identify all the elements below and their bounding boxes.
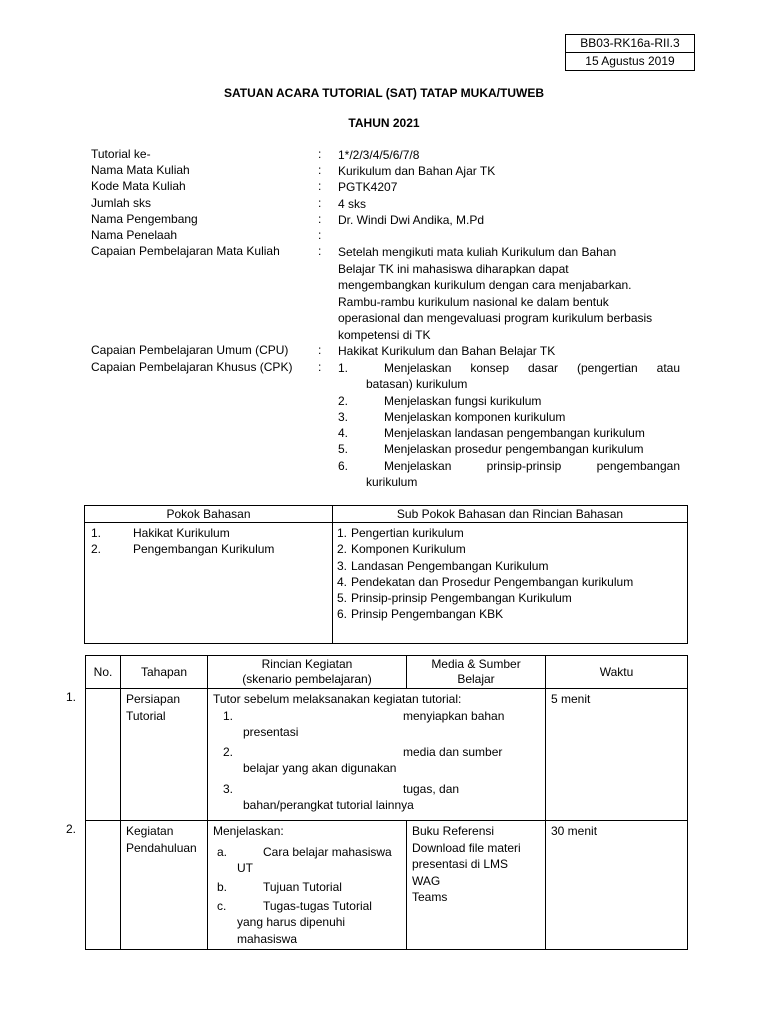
sks-value: 4 sks <box>338 197 367 211</box>
column-header: Pokok Bahasan <box>85 506 333 523</box>
colon: : <box>318 228 322 242</box>
pengembang-value: Dr. Windi Dwi Andika, M.Pd <box>338 213 485 227</box>
list-item <box>333 574 687 590</box>
cpu-label: Capaian Pembelajaran Umum (CPU) <box>91 343 289 357</box>
tahapan-cell <box>121 821 208 950</box>
list-text: Prinsip-prinsip Pengembangan Kurikulum <box>351 591 572 606</box>
list-num: 6. <box>337 607 348 622</box>
header-line: Media & Sumber <box>431 657 521 671</box>
table-row <box>86 689 688 821</box>
column-header-tahapan: Tahapan <box>121 656 208 689</box>
list-num: b. <box>217 880 228 894</box>
row-number: 1. <box>66 690 77 704</box>
media-item: presentasi di LMS <box>412 857 509 871</box>
list-num: 1. <box>91 526 102 540</box>
penelaah-label: Nama Penelaah <box>91 228 178 242</box>
media-item: Download file materi <box>412 840 521 855</box>
cpk-text: Menjelaskan prinsip-prinsip pengembangan <box>384 459 680 473</box>
pengembang-label: Nama Pengembang <box>91 212 198 226</box>
cpmk-line: Rambu-rambu kurikulum nasional ke dalam bentuk <box>338 294 609 309</box>
waktu-cell: 5 menit <box>546 689 688 821</box>
rincian-intro: Menjelaskan: <box>213 824 284 838</box>
sks-label: Jumlah sks <box>91 196 152 210</box>
media-item: Buku Referensi <box>412 824 495 838</box>
list-item <box>213 879 401 895</box>
row-number: 2. <box>66 822 77 836</box>
list-text-cont: presentasi <box>243 724 299 739</box>
document-code: BB03-RK16a-RII.3 <box>580 36 680 50</box>
colon: : <box>318 360 322 374</box>
cpk-item <box>338 360 680 393</box>
list-text: Cara belajar mahasiswa <box>263 844 392 859</box>
rincian-cell <box>208 689 546 821</box>
list-item <box>213 781 540 797</box>
waktu-cell: 30 menit <box>546 821 688 950</box>
colon: : <box>318 147 322 161</box>
list-text: menyiapkan bahan <box>403 708 505 723</box>
list-item <box>333 525 687 541</box>
table-header-row <box>85 506 688 523</box>
column-header-waktu: Waktu <box>546 656 688 689</box>
tahapan-line: Kegiatan <box>126 824 174 838</box>
cpmk-line: Belajar TK ini mahasiswa diharapkan dapat <box>338 261 569 276</box>
list-text: Komponen Kurikulum <box>351 542 466 557</box>
cpk-text-cont: batasan) kurikulum <box>366 377 468 391</box>
header-line: Rincian Kegiatan <box>261 657 353 671</box>
cpk-num: 5. <box>338 442 349 456</box>
cpk-text: Menjelaskan landasan pengembangan kurikulum <box>384 426 645 440</box>
cpk-num: 2. <box>338 394 349 408</box>
rincian-cell <box>208 821 407 950</box>
colon: : <box>318 212 322 226</box>
cpmk-line: kompetensi di TK <box>338 327 431 342</box>
list-num: 3. <box>337 558 348 573</box>
list-item <box>85 541 332 557</box>
tahapan-cell <box>121 689 208 821</box>
table-row <box>86 821 688 950</box>
list-item <box>333 541 687 557</box>
list-text-cont: yang harus dipenuhi <box>237 915 346 929</box>
tahapan-line: Tutorial <box>126 708 166 723</box>
cpmk-line: operasional dan mengevaluasi program kurikulum berbasis <box>338 311 653 325</box>
list-text: Hakikat Kurikulum <box>133 526 230 540</box>
pokok-bahasan-table <box>84 505 688 644</box>
cpmk-value <box>338 244 680 343</box>
column-header-rincian <box>208 656 407 689</box>
mk-label: Nama Mata Kuliah <box>91 163 190 177</box>
mk-value: Kurikulum dan Bahan Ajar TK <box>338 164 496 178</box>
list-item <box>333 590 687 606</box>
document-code-box <box>565 34 695 71</box>
column-header-no: No. <box>86 656 121 689</box>
list-item <box>85 525 332 541</box>
list-item <box>333 558 687 574</box>
tahapan-line: Persiapan <box>126 692 181 706</box>
colon: : <box>318 343 322 357</box>
media-item: WAG <box>412 873 441 888</box>
document-date: 15 Agustus 2019 <box>566 52 694 70</box>
list-text: Pendekatan dan Prosedur Pengembangan kurikulum <box>351 574 634 589</box>
page-title: SATUAN ACARA TUTORIAL (SAT) TATAP MUKA/TUWEB <box>224 86 544 100</box>
list-num: 1. <box>223 708 234 723</box>
tutorial-value: 1*/2/3/4/5/6/7/8 <box>338 148 420 162</box>
tutorial-label: Tutorial ke- <box>91 147 151 161</box>
list-text: media dan sumber <box>403 745 503 759</box>
colon: : <box>318 163 322 177</box>
header-line: Belajar <box>457 672 495 686</box>
list-text-cont: belajar yang akan digunakan <box>243 761 397 775</box>
list-num: 3. <box>223 781 234 796</box>
cpk-num: 6. <box>338 459 349 473</box>
table-row <box>85 523 688 644</box>
list-text-cont: UT <box>237 860 253 875</box>
cpk-text: Menjelaskan konsep dasar (pengertian atau <box>384 361 680 375</box>
list-text: Pengertian kurikulum <box>351 526 464 540</box>
list-text-cont: mahasiswa <box>237 931 298 946</box>
cpk-item <box>338 458 680 491</box>
list-text: Tujuan Tutorial <box>263 880 342 894</box>
list-num: a. <box>217 844 228 859</box>
no-cell <box>86 821 121 950</box>
colon: : <box>318 244 322 258</box>
sub-pokok-bahasan-cell <box>333 523 688 644</box>
kode-value: PGTK4207 <box>338 180 398 194</box>
cpk-label: Capaian Pembelajaran Khusus (CPK) <box>91 360 293 374</box>
cpu-value: Hakikat Kurikulum dan Bahan Belajar TK <box>338 344 556 358</box>
column-header-media <box>407 656 546 689</box>
list-num: 4. <box>337 574 348 589</box>
list-text: Prinsip Pengembangan KBK <box>351 607 504 622</box>
list-text: tugas, dan <box>403 781 460 796</box>
cpk-text: Menjelaskan prosedur pengembangan kurikulum <box>384 442 644 456</box>
list-item <box>213 708 540 724</box>
list-num: 2. <box>91 542 102 557</box>
kegiatan-table <box>85 655 688 950</box>
list-item <box>333 606 687 622</box>
pokok-bahasan-cell <box>85 523 333 644</box>
tahapan-line: Pendahuluan <box>126 840 197 855</box>
list-item <box>213 744 540 760</box>
colon: : <box>318 196 322 210</box>
cpk-num: 4. <box>338 426 349 440</box>
table-header-row <box>86 656 688 689</box>
rincian-intro: Tutor sebelum melaksanakan kegiatan tutorial: <box>213 692 462 706</box>
page-year: TAHUN 2021 <box>348 116 420 130</box>
list-item <box>213 898 401 914</box>
list-text: Tugas-tugas Tutorial <box>263 899 372 913</box>
cpmk-label: Capaian Pembelajaran Mata Kuliah <box>91 244 280 258</box>
list-num: c. <box>217 899 227 913</box>
list-num: 2. <box>337 542 348 557</box>
colon: : <box>318 179 322 193</box>
list-num: 2. <box>223 745 234 759</box>
cpmk-line: mengembangkan kurikulum dengan cara menjabarkan. <box>338 278 632 292</box>
list-item <box>213 844 401 860</box>
cpk-text: Menjelaskan komponen kurikulum <box>384 410 566 424</box>
media-cell <box>407 821 546 950</box>
column-header: Sub Pokok Bahasan dan Rincian Bahasan <box>333 506 688 523</box>
list-num: 5. <box>337 591 348 606</box>
list-num: 1. <box>337 526 348 540</box>
list-text-cont: bahan/perangkat tutorial lainnya <box>243 797 414 812</box>
cpk-num: 1. <box>338 361 349 375</box>
cpmk-line: Setelah mengikuti mata kuliah Kurikulum dan Bahan <box>338 245 617 259</box>
cpk-text: Menjelaskan fungsi kurikulum <box>384 394 542 408</box>
no-cell <box>86 689 121 821</box>
cpk-text-cont: kurikulum <box>366 475 418 489</box>
header-line: (skenario pembelajaran) <box>242 672 372 686</box>
media-item: Teams <box>412 890 448 904</box>
list-text: Pengembangan Kurikulum <box>133 542 275 557</box>
cpk-num: 3. <box>338 410 349 424</box>
list-text: Landasan Pengembangan Kurikulum <box>351 558 549 573</box>
kode-label: Kode Mata Kuliah <box>91 179 186 193</box>
